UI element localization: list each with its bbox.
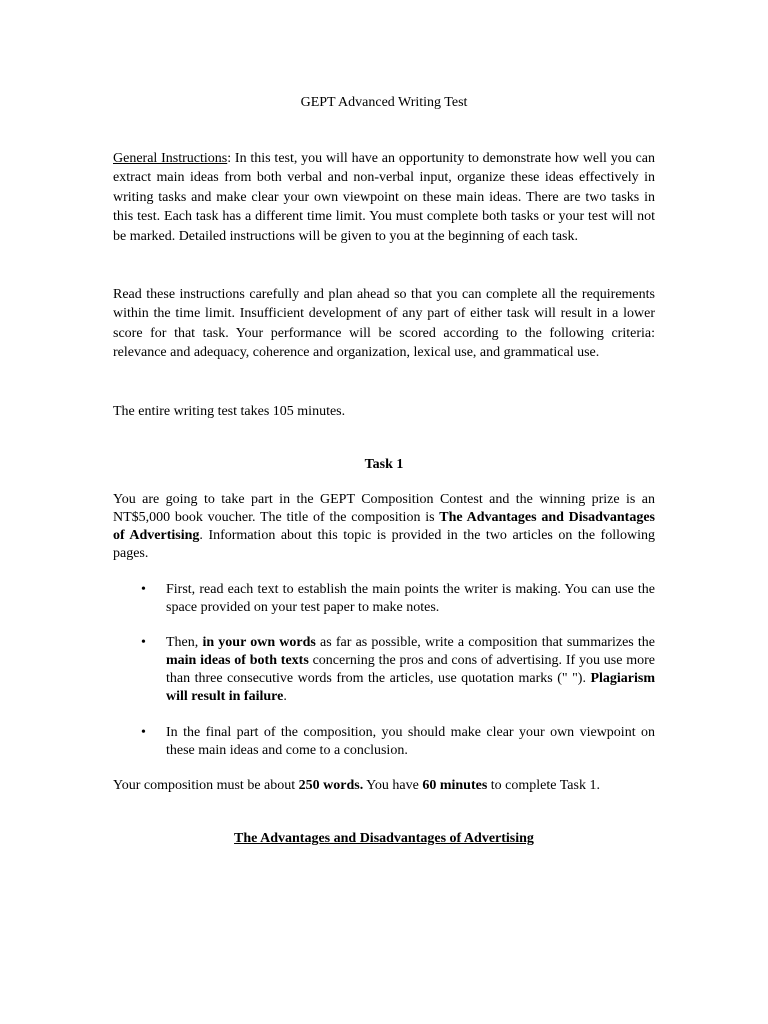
article-heading: The Advantages and Disadvantages of Advertising (234, 831, 534, 846)
composition-word-count: 250 words. (298, 778, 364, 793)
composition-part3: to complete Task 1. (487, 778, 600, 793)
bullet-icon: • (141, 725, 146, 740)
composition-requirements-text (113, 777, 655, 795)
bullet2-part4: . (283, 689, 287, 704)
read-instructions-paragraph: Read these instructions carefully and plan ahead so that you can complete all the requirements within the time limit. Insufficient development of any part of either task will result in a lower score for that task. Your performance will be scored according to the following criteria: relevance and adequacy, coherence and organization, lexical use, and grammatical use. (113, 287, 655, 361)
general-instructions-label: General Instructions (113, 151, 228, 166)
task1-intro-part1: You are going to take part in the GEPT Composition Contest and the winning prize is an NT$5,000 book voucher. The title of the composition is (113, 492, 655, 525)
bullet-text-3: In the final part of the composition, you should make clear your own viewpoint on these main ideas and come to a conclusion. (166, 725, 655, 758)
bullet2-part2: as far as possible, write a composition that summarizes the (315, 635, 656, 650)
bullet2-part3: concerning the pros and cons of advertising. If you use more than three consecutive words from the articles, use quotation marks (" "). (166, 653, 656, 686)
task1-intro-paragraph (113, 491, 655, 563)
task1-heading: Task 1 (364, 457, 404, 472)
general-instructions-text: : In this test, you will have an opportunity to demonstrate how well you can extract main ideas from both verbal and non-verbal input, organize these ideas effectively in writing tasks and make clear your own viewpoint on these main ideas. There are two tasks in this test. Each task has a different time limit. You must complete both tasks or your test will not be marked. Detailed instructions will be given to you at the beginning of each task. (113, 151, 655, 244)
general-instructions-paragraph (113, 149, 655, 246)
bullet-text-2 (166, 634, 655, 706)
bullet-icon: • (141, 635, 146, 650)
composition-time-limit: 60 minutes (422, 778, 488, 793)
task1-intro-part2: . Information about this topic is provided in the two articles on the following pages. (113, 528, 655, 561)
document-title: GEPT Advanced Writing Test (300, 95, 468, 110)
bullet-icon: • (141, 582, 146, 597)
composition-part1: Your composition must be about (113, 778, 299, 793)
bullet2-bold2: main ideas of both texts (166, 653, 309, 668)
composition-part2: You have (363, 778, 423, 793)
bullet2-bold3: Plagiarism will result in failure (166, 671, 655, 704)
entire-test-duration-text: The entire writing test takes 105 minutes. (113, 404, 346, 419)
task1-intro-title: The Advantages and Disadvantages of Advertising (113, 510, 655, 543)
bullet-text-1: First, read each text to establish the main points the writer is making. You can use the space provided on your test paper to make notes. (166, 582, 655, 615)
bullet2-part1: Then, (166, 635, 203, 650)
bullet2-bold1: in your own words (202, 635, 316, 650)
